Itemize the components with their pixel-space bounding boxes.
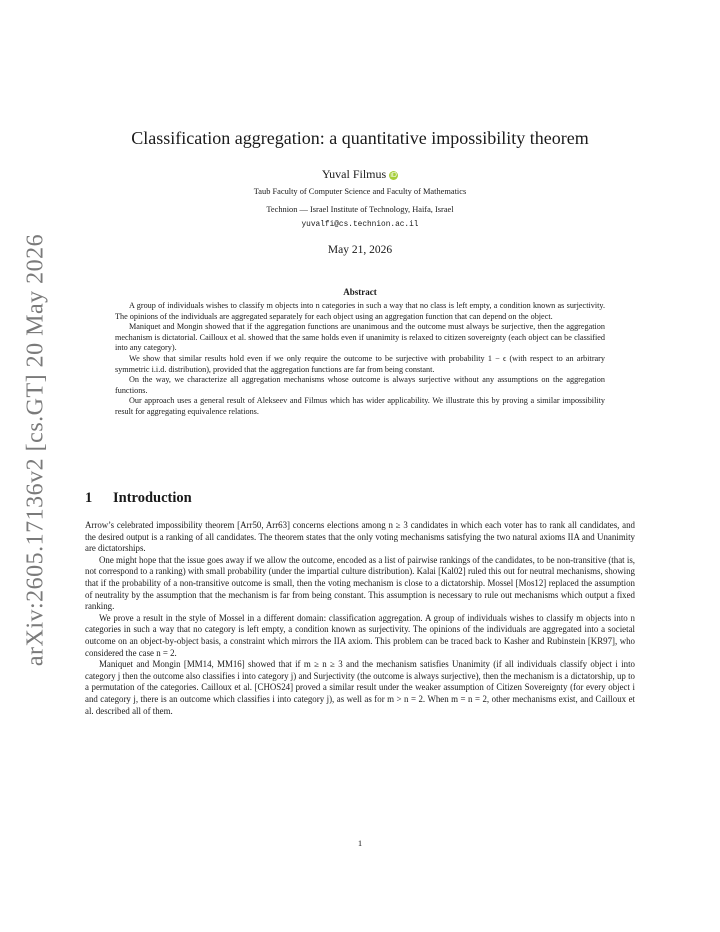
arxiv-sidebar: [0, 0, 70, 932]
orcid-icon[interactable]: iD: [390, 172, 397, 179]
intro-paragraph: We prove a result in the style of Mossel in a different domain: classification aggregation. A group of individuals wishes to classify m objects into n categories in such a way that no category is left empty, a condition known as surjectivity. The opinions of the individuals are aggregated into a societal outcome on an object-by-object basis, a constraint which mirrors the IIA axiom. This problem can be traced back to Kasher and Rubinstein [KR97], who considered the case n = 2.: [85, 612, 635, 658]
intro-paragraph: Maniquet and Mongin [MM14, MM16] showed that if m ≥ n ≥ 3 and the mechanism satisfies Unanimity (if all individuals classify object i into category j then the outcome also classifies i into category j) and Surjectivity (the outcome is always surjective), then the mechanism is a dictatorship, up to a permutation of the categories. Cailloux et al. [CHOS24] proved a similar result under the weaker assumption of Citizen Sovereignty (for every object i and category j, there is an outcome which classifies i into category j), as well as for m > n = 2. When m = n = 2, other mechanisms exist, and Cailloux et al. described all of them.: [85, 659, 635, 716]
abstract-paragraph: We show that similar results hold even if we only require the outcome to be surjective with probability 1 − ϵ (with respect to an arbitrary symmetric i.i.d. distribution), provided that the aggregation functions are far from being constant.: [115, 353, 605, 374]
section-number: 1: [85, 490, 93, 506]
affiliation-line-2: Technion — Israel Institute of Technology, Haifa, Israel: [266, 205, 454, 214]
affiliation-line-1: Taub Faculty of Computer Science and Faculty of Mathematics: [253, 187, 467, 196]
abstract-paragraph: Maniquet and Mongin showed that if the aggregation functions are unanimous and the outcome must always be surjective, then the aggregation mechanism is dictatorial. Cailloux et al. showed that the same holds even if unanimity is relaxed to citizen sovereignty (each object can be classified into any category).: [115, 322, 605, 353]
introduction-body: [85, 520, 635, 717]
paper-date: May 21, 2026: [327, 244, 393, 256]
section-title: Introduction: [113, 490, 192, 506]
paper-title: Classification aggregation: a quantitative impossibility theorem: [131, 128, 589, 148]
author-email[interactable]: yuvalfi@cs.technion.ac.il: [301, 221, 419, 229]
arxiv-identifier: arXiv:2605.17136v2 [cs.GT] 20 May 2026: [22, 233, 49, 667]
intro-paragraph: One might hope that the issue goes away if we allow the outcome, encoded as a list of pairwise rankings of the candidates, to be non-transitive (that is, not correspond to a ranking) with small probability (under the impartial culture distribution). Kalai [Kal02] ruled this out for neutral mechanisms, showing that if the probability of a non-transitive outcome is small, then the voting mechanism is close to a dictatorship. Mossel [Mos12] replaced the assumption of neutrality by the assumption that the mechanism is far from being constant. This assumption is necessary to rule out mechanisms which output a fixed ranking.: [85, 554, 635, 612]
abstract-body: [115, 301, 605, 418]
page-number: 1: [357, 838, 363, 848]
abstract-heading: Abstract: [343, 287, 377, 297]
intro-paragraph: Arrow’s celebrated impossibility theorem [Arr50, Arr63] concerns elections among n ≥ 3 candidates in which each voter has to rank all candidates, and the desired output is a ranking of all candidates. The theorem states that the only voting mechanisms satisfying the two natural axioms IIA and Unanimity are dictatorships.: [85, 520, 635, 554]
section-heading: [85, 490, 192, 507]
author-name: Yuval Filmus: [321, 167, 387, 181]
abstract-paragraph: On the way, we characterize all aggregation mechanisms whose outcome is always surjective without any assumptions on the aggregation functions.: [115, 375, 605, 395]
abstract-paragraph: A group of individuals wishes to classify m objects into n categories in such a way that no class is left empty, a condition known as surjectivity. The opinions of the individuals are aggregated separately for each object using an aggregation function that can depend on the object.: [115, 301, 605, 321]
author-line: [85, 167, 635, 182]
abstract-paragraph: Our approach uses a general result of Alekseev and Filmus which has wider applicability. We illustrate this by proving a similar impossibility result for aggregating equivalence relations.: [115, 396, 605, 416]
